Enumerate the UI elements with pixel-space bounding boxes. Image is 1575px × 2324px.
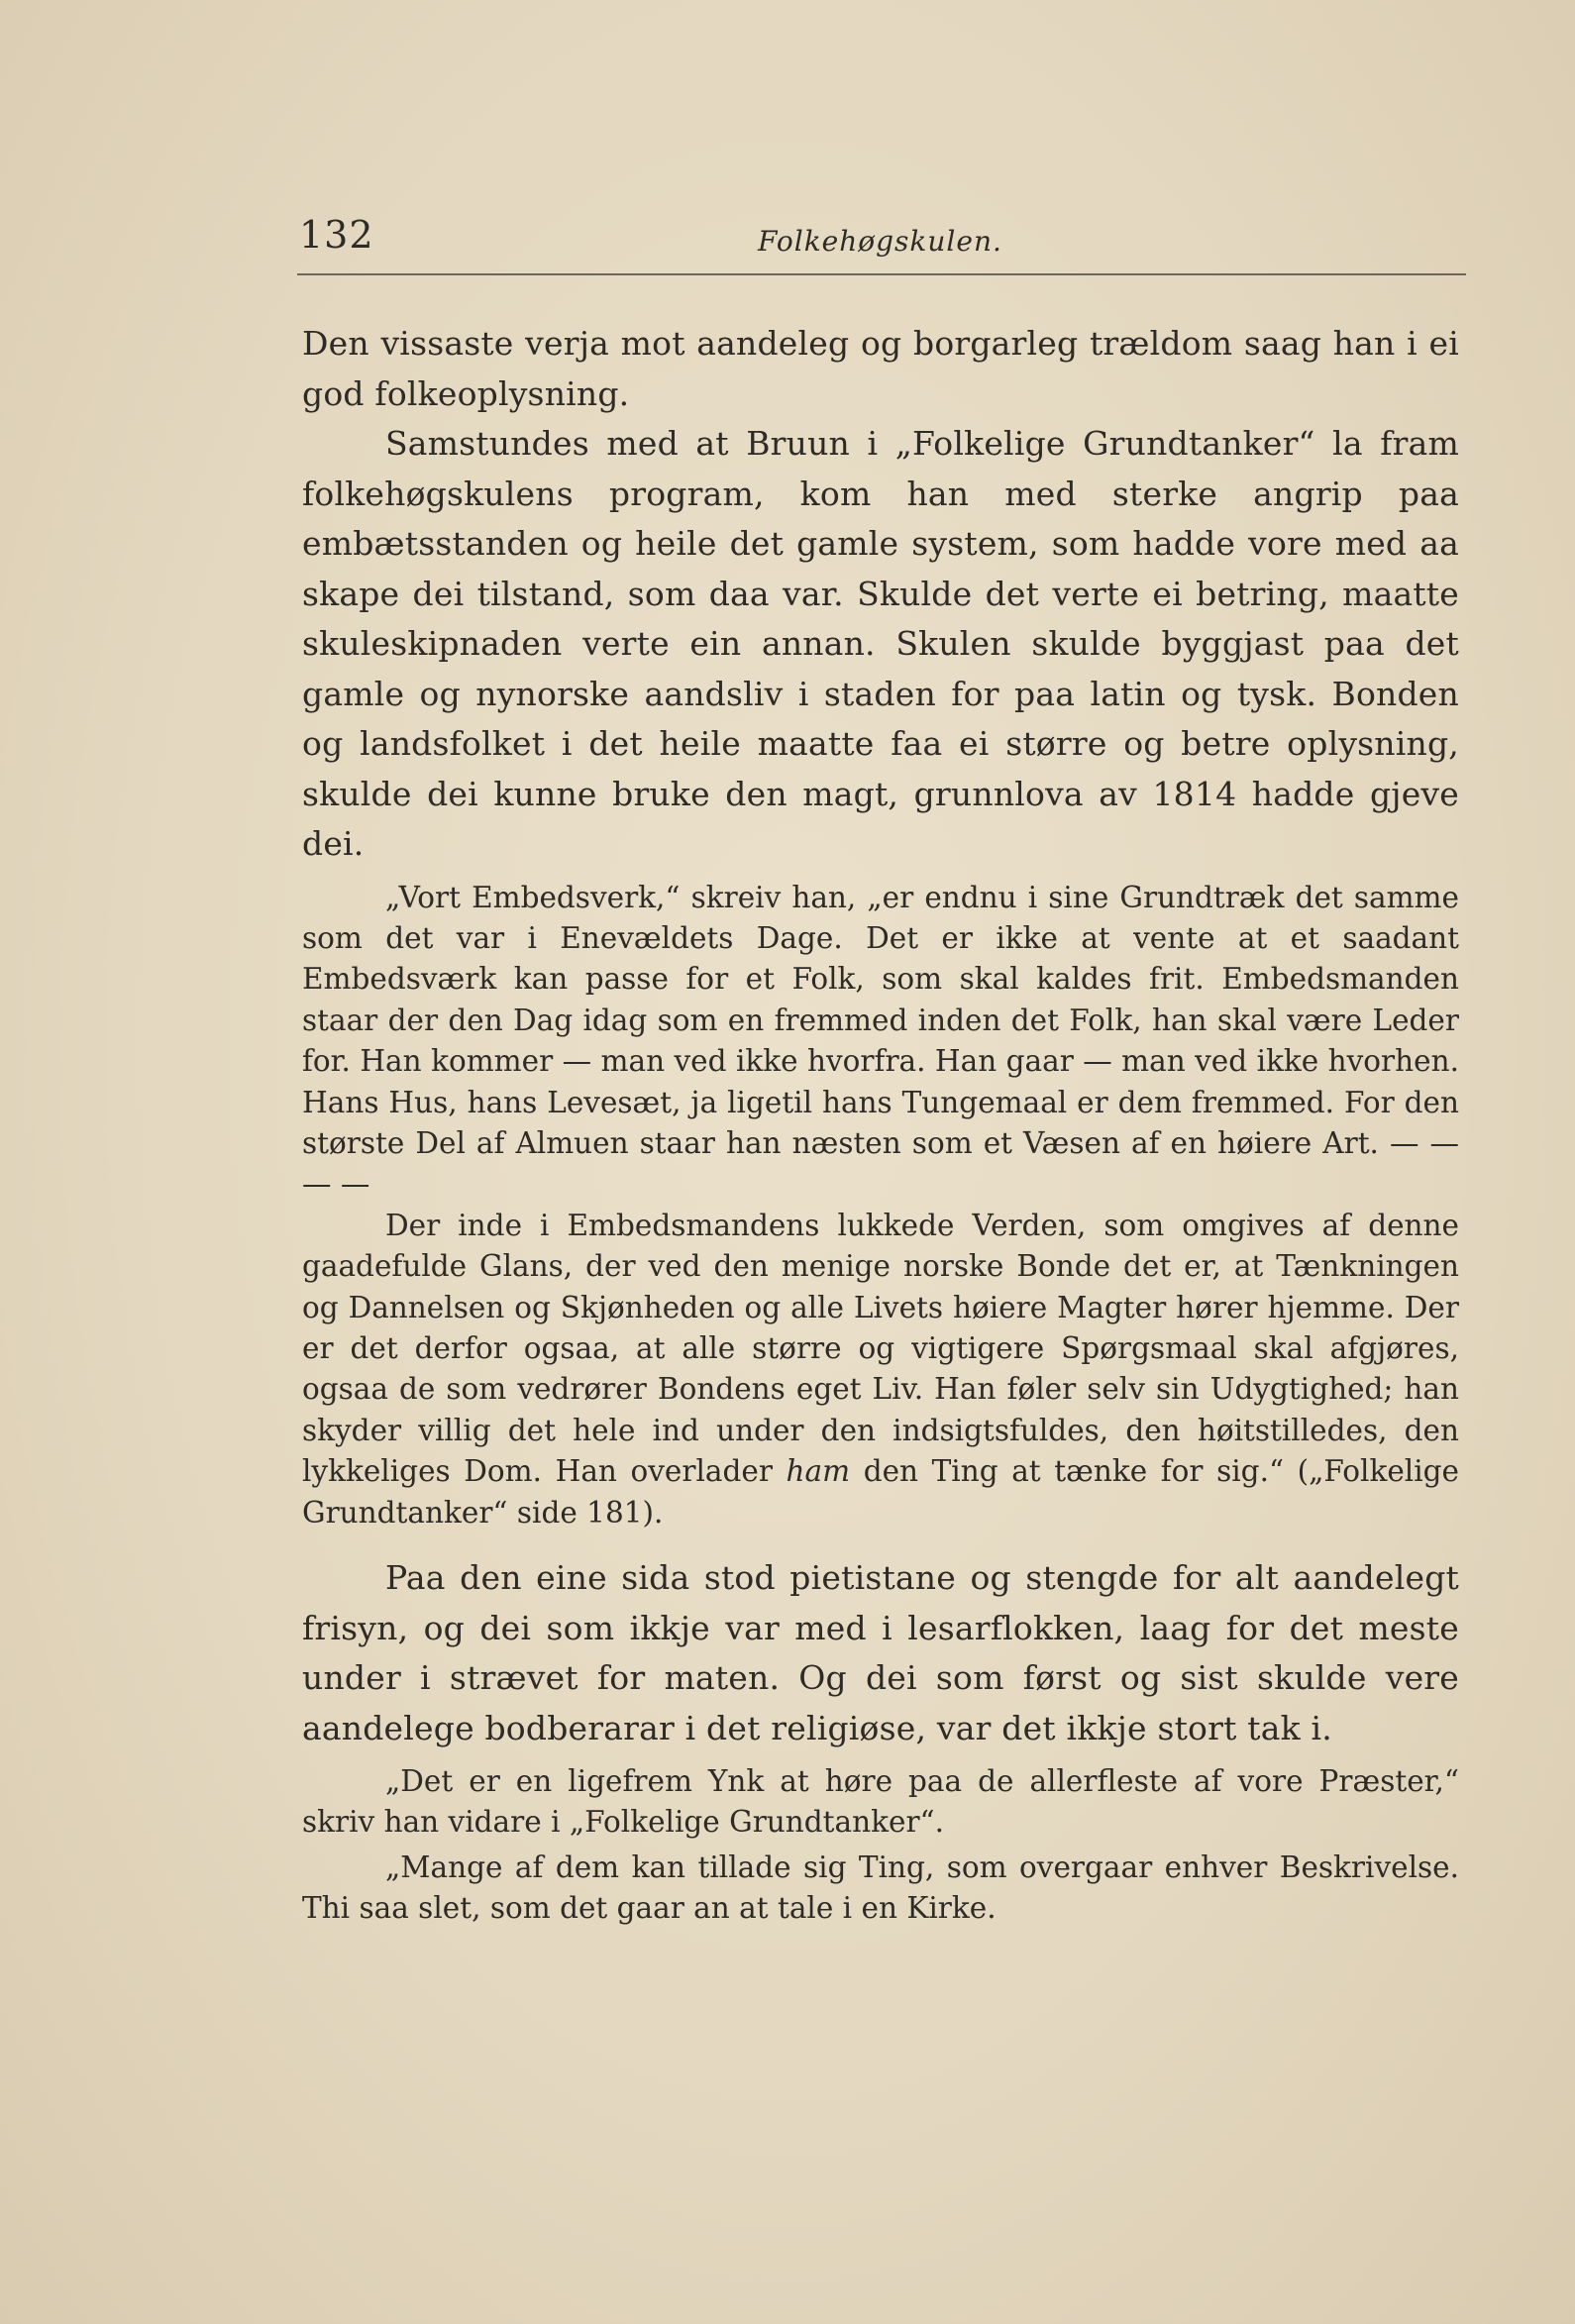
quote-embedsverk: „Vort Embedsverk,“ skreiv han, „er endnu i sine Grundtræk det samme som det var i Enevældets Dage. Det er ikke at vente at et saadant Embedsværk kan passe for et Folk, som skal kaldes frit. Embedsmanden staar der den Dag idag som en fremmed inden det Folk, han skal være Leder for. Han kommer — man ved ikke hvorfra. Han gaar — man ved ikke hvorhen. Hans Hus, hans Levesæt, ja ligetil hans Tungemaal er dem fremmed. For den største Del af Almuen staar han næsten som et Væsen af en høiere Art. — — — — [302,880,1459,1202]
page-body [302,319,1459,1930]
quote-text-after: den Ting at tænke for sig.“ („Folkelige Grundtanker“ side 181). [302,1454,1460,1530]
page-number: 132 [299,213,374,257]
paragraph-opening: Den vissaste verja mot aandeleg og borgarleg trældom saag han i ei god folkeoplysning. [302,324,1459,413]
header-rule [297,273,1466,275]
quote-praester: „Det er en ligefrem Ynk at høre paa de allerfleste af vore Præster,“ skriv han vidare i „Folkelige Grundtanker“. [302,1764,1459,1840]
running-title: Folkehøgskulen. [758,225,1002,258]
page-header [297,213,1464,272]
quote-emphasis: ham [786,1454,851,1489]
paragraph-pietistane: Paa den eine sida stod pietistane og stengde for alt aandelegt frisyn, og dei som ikkje var med i lesarflokken, laag for det meste under i strævet for maten. Og dei som først og sist skulde vere aandelege bodberarar i det religiøse, var det ikkje stort tak i. [302,1558,1459,1747]
paragraph-bruun-program: Samstundes med at Bruun i „Folkelige Grundtanker“ la fram folkehøgskulens program, kom han med sterke angrip paa embætsstanden og heile det gamle system, som hadde vore med aa skape dei tilstand, som daa var. Skulde det verte ei betring, maatte skuleskipnaden verte ein annan. Skulen skulde byggjast paa det gamle og nynorske aandsliv i staden for paa latin og tysk. Bonden og landsfolket i det heile maatte faa ei større og betre oplysning, skulde dei kunne bruke den magt, grunnlova av 1814 hadde gjeve dei. [302,424,1459,863]
quote-mange-af-dem: „Mange af dem kan tillade sig Ting, som overgaar enhver Beskrivelse. Thi saa slet, som det gaar an at tale i en Kirke. [302,1849,1459,1926]
quote-embedsmandens-verden [302,1206,1459,1533]
quote-text-before: Der inde i Embedsmandens lukkede Verden, som omgives af denne gaadefulde Glans, der ved den menige norske Bonde det er, at Tænkningen og Dannelsen og Skjønheden og alle Livets høiere Magter hører hjemme. Der er det derfor ogsaa, at alle større og vigtigere Spørgsmaal skal afgjøres, ogsaa de som vedrører Bondens eget Liv. Han føler selv sin Udygtighed; han skyder villig det hele ind under den indsigtsfuldes, den høitstilledes, den lykkeliges Dom. Han overlader [302,1208,1459,1489]
